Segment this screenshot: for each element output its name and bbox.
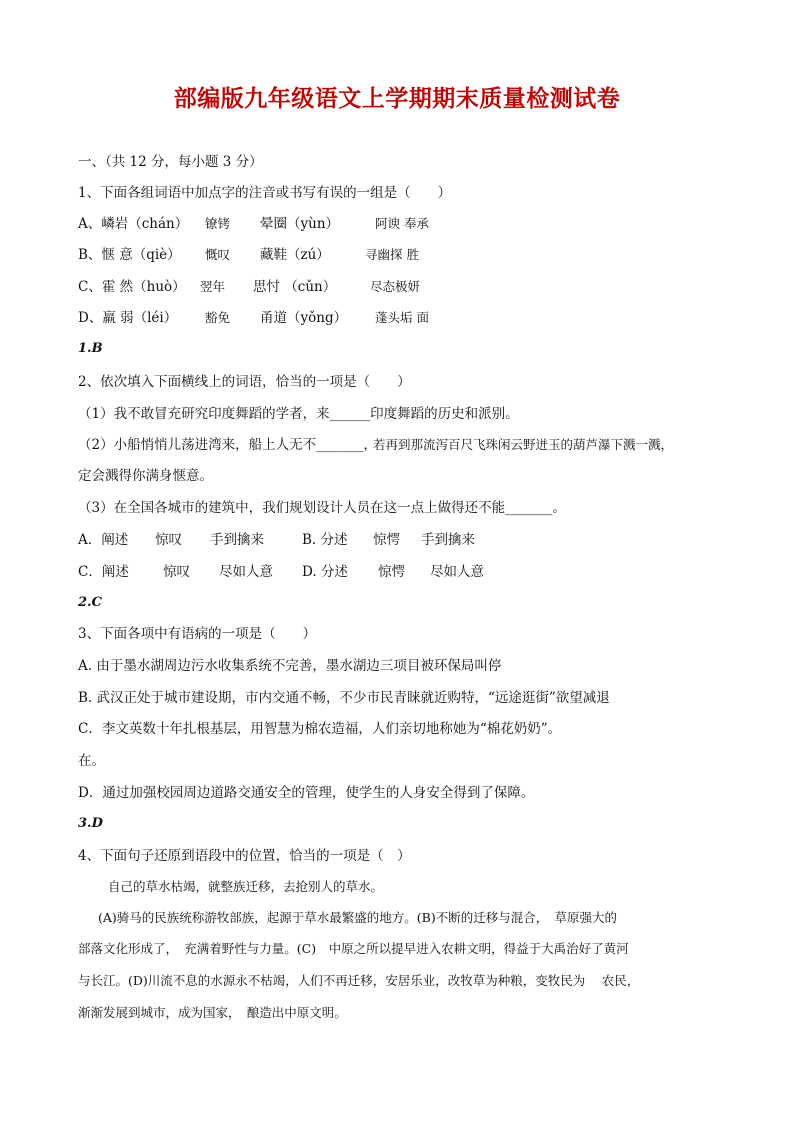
- q2-option-b-1: B. 分述: [302, 532, 348, 548]
- q3-option-c: C．李文英数十年扎根基层，用智慧为棉农造福，人们亲切地称她为“棉花奶奶”。: [78, 721, 562, 737]
- q2-option-a-2: 惊叹: [155, 532, 182, 548]
- q3-stem: 3、下面各项中有语病的一项是（ ）: [78, 626, 317, 642]
- q1-row-d-col4: 蓬头垢 面: [375, 310, 429, 325]
- q1-row-d-col1: D、羸 弱（léi）: [78, 310, 178, 326]
- q1-row-b-col4: 寻幽探 胜: [365, 247, 419, 262]
- q1-row-c-col1: C、霍 然（huò）: [78, 279, 186, 295]
- section-one-heading: 一、（共 12 分，每小题 3 分）: [78, 154, 263, 170]
- q1-row-a-col2: 镣铐: [205, 216, 231, 231]
- q2-option-a-1: A．阐述: [78, 532, 129, 548]
- q3-answer: 3.D: [78, 816, 103, 831]
- q1-row-d-col2: 豁免: [205, 310, 231, 325]
- q3-option-a: A. 由于墨水湖周边污水收集系统不完善，墨水湖边三项目被环保局叫停: [78, 658, 502, 674]
- q2-sentence-2b: 若再到那流泻百尺飞珠闲云野迸玉的葫芦瀑下溅一溅，: [373, 437, 674, 452]
- q4-paragraph-line-2: 部落文化形成了， 充满着野性与力量。(C) 中原之所以提早进入农耕文明，得益于大禹治好了黄河: [78, 941, 629, 956]
- q4-paragraph-line-3: 与长江。(D)川流不息的水源永不枯竭，人们不再迁移，安居乐业，改牧草为种粮，变牧民为 农民，: [78, 973, 640, 988]
- q1-row-a-col1: A、嶙岩（chán）: [78, 216, 189, 232]
- q2-option-c-3: 尽如人意: [219, 564, 273, 580]
- q2-sentence-3: （3）在全国各城市的建筑中，我们规划设计人员在这一点上做得还不能_______。: [78, 500, 566, 516]
- q2-option-a-3: 手到擒来: [210, 532, 264, 548]
- q1-row-d-col3: 甬道（yǒng）: [260, 310, 348, 326]
- q1-row-a-col4: 阿谀 奉承: [375, 216, 429, 231]
- q4-paragraph-line-1: (A)骑马的民族统称游牧部族，起源于草水最繁盛的地方。(B)不断的迁移与混合， 草原强大的: [98, 910, 617, 925]
- q1-row-c-col3: 思忖 （cǔn）: [253, 279, 337, 295]
- q4-paragraph-line-4: 渐渐发展到城市，成为国家， 酿造出中原文明。: [78, 1005, 347, 1020]
- q2-sentence-1: （1）我不敢冒充研究印度舞蹈的学者，来______印度舞蹈的历史和派别。: [78, 406, 519, 422]
- q2-option-d-2: 惊愕: [378, 564, 405, 580]
- q1-row-b-col3: 藏鞋（zú）: [260, 247, 330, 263]
- q2-sentence-2a: （2）小船悄悄儿荡进湾来，船上人无不_______，: [78, 437, 377, 453]
- q2-option-d-1: D. 分述: [302, 564, 348, 580]
- q2-answer: 2.C: [78, 595, 102, 610]
- q2-sentence-2c: 定会溅得你满身惬意。: [78, 468, 213, 484]
- q4-stem: 4、下面句子还原到语段中的位置，恰当的一项是（ ）: [78, 848, 411, 864]
- q2-option-b-2: 惊愕: [373, 532, 400, 548]
- q2-stem: 2、依次填入下面横线上的词语，恰当的一项是（ ）: [78, 374, 411, 390]
- q1-stem: 1、下面各组词语中加点字的注音或书写有误的一组是（ ）: [78, 185, 452, 201]
- q4-sentence: 自己的草水枯竭，就整族迁移，去抢别人的草水。: [108, 879, 384, 894]
- q2-option-c-2: 惊叹: [163, 564, 190, 580]
- q3-option-b: B. 武汉正处于城市建设期，市内交通不畅，不少市民青睐就近购特，“远途逛街”欲望减退: [78, 690, 610, 706]
- q1-row-a-col3: 晕圈（yùn）: [260, 216, 340, 232]
- q1-row-b-col2: 慨叹: [205, 247, 231, 262]
- q1-row-c-col2: 翌年: [200, 279, 226, 294]
- q1-row-c-col4: 尽态极妍: [370, 279, 421, 294]
- q3-option-c-continued: 在。: [78, 753, 105, 769]
- q1-answer: 1.B: [78, 341, 103, 356]
- q2-option-c-1: C．阐述: [78, 564, 129, 580]
- q3-option-d: D．通过加强校园周边道路交通安全的管理，使学生的人身安全得到了保障。: [78, 785, 535, 801]
- page-title: 部编版九年级语文上学期期末质量检测试卷: [173, 86, 621, 112]
- q1-row-b-col1: B、惬 意（qiè）: [78, 247, 181, 263]
- q2-option-b-3: 手到擒来: [421, 532, 475, 548]
- q2-option-d-3: 尽如人意: [430, 564, 484, 580]
